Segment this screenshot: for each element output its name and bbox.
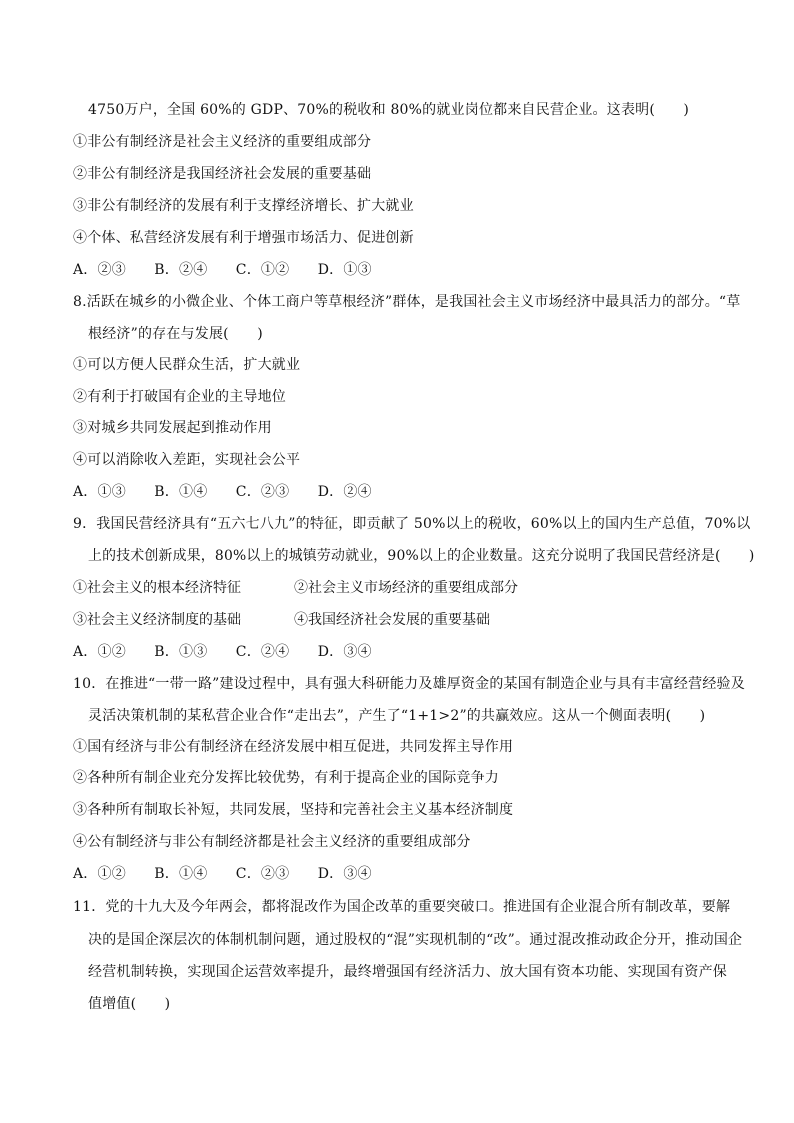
q8-option-1: ①可以方便人民群众生活，扩大就业 (73, 357, 301, 373)
q8-option-2: ②有利于打破国有企业的主导地位 (73, 389, 286, 405)
q8-option-3: ③对城乡共同发展起到推动作用 (73, 420, 272, 436)
q9-option-4: ④我国经济社会发展的重要基础 (294, 612, 490, 628)
q10-stem-line-2: 灵活决策机制的某私营企业合作“走出去”，产生了“1+1>2”的共赢效应。这从一个侧面表明( ) (88, 708, 706, 724)
q9-stem-line-2: 上的技术创新成果，80%以上的城镇劳动就业，90%以上的企业数量。这充分说明了我国民营经济是( ) (88, 548, 755, 564)
q7-option-4: ④个体、私营经济发展有利于增强市场活力、促进创新 (73, 230, 414, 246)
q9-option-3: ③社会主义经济制度的基础 (73, 612, 241, 628)
q11-stem-line-3: 经营机制转换，实现国企运营效率提升，最终增强国有经济活力、放大国有资本功能、实现国有资产保 (88, 964, 727, 980)
q10-option-3: ③各种所有制取长补短，共同发展，坚持和完善社会主义基本经济制度 (73, 802, 514, 818)
q8-stem-line-1: 8.活跃在城乡的小微企业、个体工商户等草根经济”群体，是我国社会主义市场经济中最具活力的部分。“草 (73, 294, 741, 310)
q11-stem-line-4: 值增值( ) (88, 996, 171, 1012)
q10-answer-choices: A．①② B．①④ C．②③ D．③④ (73, 866, 372, 882)
q9-option-2: ②社会主义市场经济的重要组成部分 (294, 580, 518, 596)
q10-option-2: ②各种所有制企业充分发挥比较优势，有利于提高企业的国际竞争力 (73, 770, 499, 786)
q8-answer-choices: A．①③ B．①④ C．②③ D．②④ (73, 484, 372, 500)
q7-option-2: ②非公有制经济是我国经济社会发展的重要基础 (73, 166, 372, 182)
q7-option-1: ①非公有制经济是社会主义经济的重要组成部分 (73, 134, 372, 150)
q10-stem-line-1: 10．在推进“一带一路”建设过程中，具有强大科研能力及雄厚资金的某国有制造企业与具有丰富经营经验及 (73, 676, 745, 692)
q9-stem-line-1: 9．我国民营经济具有“五六七八九”的特征，即贡献了 50%以上的税收，60%以上的国内生产总值，70%以 (73, 516, 751, 532)
q8-stem-line-2: 根经济”的存在与发展( ) (88, 326, 263, 342)
q7-option-3: ③非公有制经济的发展有利于支撑经济增长、扩大就业 (73, 198, 414, 214)
q9-answer-choices: A．①② B．①③ C．②④ D．③④ (73, 644, 372, 660)
q7-stem-continuation: 4750万户，全国 60%的 GDP、70%的税收和 80%的就业岗位都来自民营企业。这表明( ) (88, 102, 690, 118)
q8-option-4: ④可以消除收入差距，实现社会公平 (73, 452, 301, 468)
q9-option-1: ①社会主义的根本经济特征 (73, 580, 241, 596)
q11-stem-line-2: 决的是国企深层次的体制机制问题，通过股权的“混”实现机制的“改”。通过混改推动政企分开，推动国企 (88, 932, 743, 948)
q10-option-4: ④公有制经济与非公有制经济都是社会主义经济的重要组成部分 (73, 834, 471, 850)
q10-option-1: ①国有经济与非公有制经济在经济发展中相互促进，共同发挥主导作用 (73, 739, 514, 755)
q11-stem-line-1: 11．党的十九大及今年两会，都将混改作为国企改革的重要突破口。推进国有企业混合所有制改革，要解 (73, 899, 731, 915)
q7-answer-choices: A．②③ B．②④ C．①② D．①③ (73, 262, 372, 278)
